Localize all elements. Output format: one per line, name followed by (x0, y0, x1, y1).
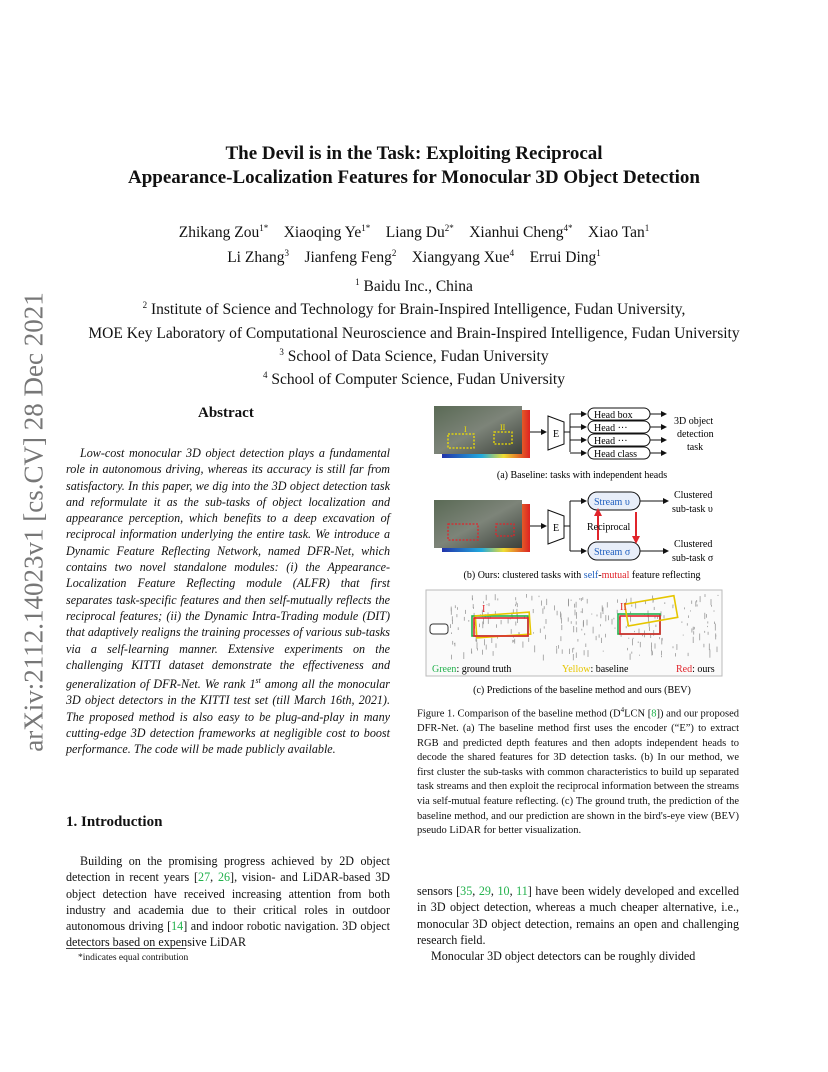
affiliation (0, 320, 828, 343)
head-label: Head class (594, 449, 638, 460)
abstract-text-a: Low-cost monocular 3D object detection plays a fundamental role in autonomous driving, whereas its accuracy is still far from satisfactory. In this paper, we dig into the 3D object detection task and reformulate it as the sub-tasks of object localization and appearance perception, which benefits to a deep excavation of reciprocal information underlying the entire task. We introduce a Dynamic Feature Reflecting Network, named DFR-Net, which contains two novel standalone modules: (i) the Appearance-Localization Feature Reflecting module (ALFR) that first separates task-specific features and then self-mutually reflects the reciprocal features; (ii) the Dynamic Intra-Trading module (DIT) that adaptively realigns the training processes of various sub-tasks via a self-learning manner. Extensive experiments on the challenging KITTI dataset demonstrate the effectiveness and generalization of DFR-Net. We rank 1 (66, 446, 390, 692)
bev-legend: Green: ground truth (432, 664, 512, 675)
author-name: Xiangyang Xue (411, 249, 510, 266)
body-text: ] have been widely developed and excelled in 3D object detection, whereas a much cheaper alternative, i.e., monocular 3D object detection, remains an open and challenging research field. (417, 884, 740, 947)
affiliation-mark: 1 (355, 277, 360, 287)
target-label-line: task (687, 442, 704, 453)
title-line-2: Appearance-Localization Features for Monocular 3D Object Detection (128, 167, 700, 188)
intro-text: Building on the promising progress achieved by 2D object detection in recent years [ (66, 854, 390, 885)
panel-a-caption: (a) Baseline: tasks with independent heads (496, 470, 668, 481)
body-text: sensors [ (417, 884, 461, 898)
intro-text: , (210, 870, 218, 885)
image-mark: I (464, 425, 467, 434)
panel-b-caption: (b) Ours: clustered tasks with self-mutual feature reflecting (463, 570, 701, 581)
author-name: Zhikang Zou (178, 224, 260, 241)
author-affiliation-mark: 1 (644, 223, 650, 233)
author-affiliation-mark: 4 (509, 248, 515, 258)
body-text: , (472, 884, 479, 898)
arxiv-stamp (12, 286, 56, 758)
target-label-line: 3D object (674, 416, 714, 427)
image-mark: II (500, 423, 506, 432)
caption-text: LCN [ (624, 708, 652, 720)
intro-text: ], vision- and LiDAR-based 3D object detection have received increasing attention from both industry and academia due to their critical roles in outdoor autonomous driving [ (66, 870, 390, 934)
author-line-1 (0, 218, 828, 243)
title-line-1: The Devil is in the Task: Exploiting Reciprocal (225, 143, 603, 164)
author-affiliation-mark: 4* (563, 223, 573, 233)
target-u-line: sub-task υ (672, 504, 713, 515)
body-text: , (509, 884, 517, 898)
target-u-line: Clustered (674, 490, 713, 501)
body-text: , (490, 884, 498, 898)
target-label-line: detection (677, 429, 714, 440)
affiliation (0, 343, 828, 366)
intro-text: ] and indoor robotic navigation. 3D object detectors based on expensive LiDAR (66, 919, 390, 950)
author-name: Xianhui Cheng (469, 224, 564, 241)
footnote-rule (66, 948, 186, 949)
encoder-label: E (553, 523, 560, 534)
affiliation (0, 296, 828, 319)
affiliation-text: Baidu Inc., China (363, 278, 473, 295)
citation-link[interactable]: 26 (217, 870, 231, 885)
author-affiliation-mark: 1* (361, 223, 371, 233)
caption-text: ]) and our proposed DFR-Net. (a) The baseline method first uses the encoder (“E”) to extract RGB and predicted depth features and then adopts independent heads to decode the shared features for 3D detection tasks. (b) In our method, we first cluster the sub-tasks with common characteristics to build up separated task streams and then exploit the reciprocal information between the streams via self-mutual feature reflecting. (c) The ground truth, the prediction of the baseline method, and our prediction are shown in the bird's-eye view (BEV) pseudo LiDAR for better visualization. (417, 708, 739, 837)
affiliation-list (0, 273, 828, 389)
bev-legend: Red: ours (676, 664, 715, 675)
affiliation-text: Institute of Science and Technology for Brain-Inspired Intelligence, Fudan University, (150, 301, 686, 319)
reciprocal-label: Reciprocal (587, 522, 631, 533)
citation-link[interactable]: 27 (198, 870, 211, 885)
road-scene-image (434, 406, 522, 454)
figure-1 (420, 400, 740, 698)
author-list (0, 218, 828, 268)
panel-c (426, 590, 722, 696)
citation-link[interactable]: 11 (516, 884, 528, 898)
target-s-line: Clustered (674, 539, 713, 550)
arxiv-stamp-text: arXiv:2112.14023v1 [cs.CV] 28 Dec 2021 (18, 292, 49, 752)
bev-mark-1: I (482, 604, 486, 615)
abstract-sup: st (255, 676, 261, 686)
author-affiliation-mark: 1 (596, 248, 601, 258)
author-name: Xiaoqing Ye (283, 224, 362, 241)
panel-a (434, 406, 714, 481)
head-label: Head ··· (594, 423, 628, 434)
affiliation-text: School of Computer Science, Fudan University (271, 371, 565, 389)
encoder-label: E (553, 429, 560, 440)
author-name: Li Zhang (227, 249, 285, 266)
affiliation-mark: 2 (142, 300, 148, 311)
paper-title (0, 142, 828, 190)
abstract-heading: Abstract (198, 405, 254, 421)
figure-1-caption (417, 703, 739, 839)
head-label: Head box (594, 410, 633, 421)
stream-u-label: Stream υ (594, 497, 630, 508)
author-name: Jianfeng Feng (304, 249, 392, 266)
author-line-2 (0, 243, 828, 268)
panel-b (434, 490, 714, 581)
author-affiliation-mark: 2 (391, 248, 397, 258)
author-affiliation-mark: 2* (444, 223, 454, 233)
panel-c-caption: (c) Predictions of the baseline method and ours (BEV) (473, 685, 691, 696)
caption-text: Figure 1. Comparison of the baseline method (D (417, 708, 621, 720)
citation-link[interactable]: 35 (460, 884, 473, 898)
bev-mark-2: II (620, 602, 627, 613)
footnote: *indicates equal contribution (78, 953, 189, 963)
affiliation (0, 366, 828, 389)
affiliation (0, 273, 828, 296)
affiliation-text: MOE Key Laboratory of Computational Neuroscience and Brain-Inspired Intelligence, Fudan University (88, 324, 740, 342)
affiliation-mark: 3 (279, 346, 284, 357)
author-affiliation-mark: 1* (259, 223, 269, 233)
bev-legend: Yellow: baseline (562, 664, 629, 675)
target-s-line: sub-task σ (672, 553, 714, 564)
author-name: Liang Du (385, 224, 445, 241)
abstract-text (66, 445, 390, 758)
ego-car-icon (430, 624, 448, 634)
abstract-text-b: among all the monocular 3D object detectors in the KITTI test set (till March 16th, 2021). The proposed method is also easy to be plug-and-play in many cutting-edge 3D detection frameworks at negligible cost to boost performance. The code will be made publicly available. (66, 677, 390, 757)
caption-sup: 4 (620, 706, 625, 714)
body-paragraph: Monocular 3D object detectors can be roughly divided (431, 949, 696, 963)
author-name: Xiao Tan (588, 224, 645, 241)
citation-link[interactable]: 14 (171, 919, 184, 934)
author-name: Errui Ding (529, 249, 597, 266)
section-heading-introduction: 1. Introduction (66, 814, 163, 830)
citation-link[interactable]: 29 (478, 884, 491, 898)
citation-link[interactable]: 10 (497, 884, 510, 898)
intro-paragraph (66, 853, 390, 951)
author-affiliation-mark: 3 (284, 248, 289, 258)
body-paragraph (417, 883, 739, 948)
head-label: Head ··· (594, 436, 628, 447)
affiliation-mark: 4 (263, 370, 268, 381)
citation-link[interactable]: 8 (651, 708, 657, 720)
affiliation-text: School of Data Science, Fudan University (287, 347, 549, 365)
stream-s-label: Stream σ (594, 547, 631, 558)
